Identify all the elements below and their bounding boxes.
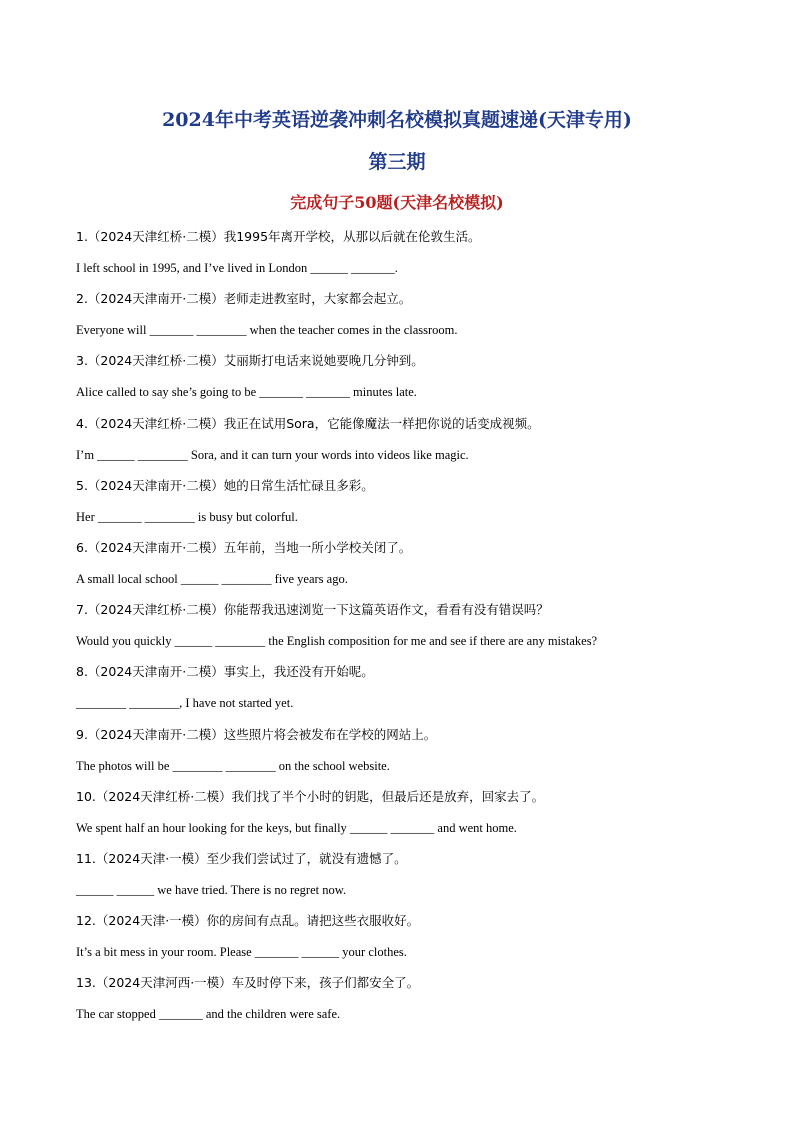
question-prompt: 6.（2024天津南开·二模）五年前，当地一所小学校关闭了。 (76, 539, 412, 555)
question-sentence: Her _______ ________ is busy but colorful. (76, 509, 298, 524)
question-sentence: I left school in 1995, and I’ve lived in London ______ _______. (76, 261, 398, 275)
question-prompt: 8.（2024天津南开·二模）事实上，我还没有开始呢。 (76, 664, 374, 680)
document-title: 2024年中考英语逆袭冲刺名校模拟真题速递(天津专用) (162, 109, 632, 131)
question-item (76, 726, 736, 788)
question-prompt: 10.（2024天津红桥·二模）我们找了半个小时的钥匙，但最后还是放弃，回家去了。 (76, 788, 545, 804)
question-prompt: 3.（2024天津红桥·二模）艾丽斯打电话来说她要晚几分钟到。 (76, 353, 424, 369)
question-prompt: 7.（2024天津红桥·二模）你能帮我迅速浏览一下这篇英语作文，看看有没有错误吗？ (76, 602, 549, 618)
question-list (76, 228, 736, 1036)
question-item (76, 415, 736, 477)
question-sentence: A small local school ______ ________ five years ago. (76, 571, 348, 586)
question-item (76, 290, 736, 352)
question-item (76, 912, 736, 974)
question-item (76, 850, 736, 912)
question-sentence: Alice called to say she’s going to be _______ _______ minutes late. (76, 385, 417, 400)
question-sentence: Would you quickly ______ ________ the English composition for me and see if there are any mistakes? (76, 634, 598, 649)
question-sentence: We spent half an hour looking for the keys, but finally ______ _______ and went home. (76, 820, 517, 835)
question-item (76, 477, 736, 539)
question-item (76, 228, 736, 290)
question-prompt: 4.（2024天津红桥·二模）我正在试用Sora，它能像魔法一样把你说的话变成视频。 (76, 415, 540, 431)
question-prompt: 2.（2024天津南开·二模）老师走进教室时，大家都会起立。 (76, 291, 412, 307)
question-sentence: The photos will be ________ ________ on the school website. (76, 758, 390, 773)
question-item (76, 788, 736, 850)
question-item (76, 539, 736, 601)
question-prompt: 11.（2024天津·一模）至少我们尝试过了，就没有遗憾了。 (76, 850, 407, 866)
issue-label: 第三期 (368, 151, 426, 173)
question-item (76, 352, 736, 414)
question-sentence: I’m ______ ________ Sora, and it can turn your words into videos like magic. (76, 447, 469, 462)
question-item (76, 663, 736, 725)
section-heading: 完成句子50题(天津名校模拟) (290, 193, 504, 212)
question-sentence: ______ ______ we have tried. There is no regret now. (76, 882, 347, 897)
question-item (76, 974, 736, 1036)
question-prompt: 9.（2024天津南开·二模）这些照片将会被发布在学校的网站上。 (76, 726, 437, 742)
question-sentence: It’s a bit mess in your room. Please _______ ______ your clothes. (76, 945, 407, 960)
question-prompt: 13.（2024天津河西·一模）车及时停下来，孩子们都安全了。 (76, 975, 420, 991)
question-prompt: 1.（2024天津红桥·二模）我1995年离开学校，从那以后就在伦敦生活。 (76, 229, 481, 244)
question-prompt: 12.（2024天津·一模）你的房间有点乱。请把这些衣服收好。 (76, 913, 420, 929)
question-item (76, 601, 736, 663)
question-sentence: The car stopped _______ and the children were safe. (76, 1007, 341, 1022)
question-sentence: Everyone will _______ ________ when the teacher comes in the classroom. (76, 323, 458, 338)
question-sentence: ________ ________, I have not started yet. (76, 696, 294, 711)
question-prompt: 5.（2024天津南开·二模）她的日常生活忙碌且多彩。 (76, 477, 374, 493)
